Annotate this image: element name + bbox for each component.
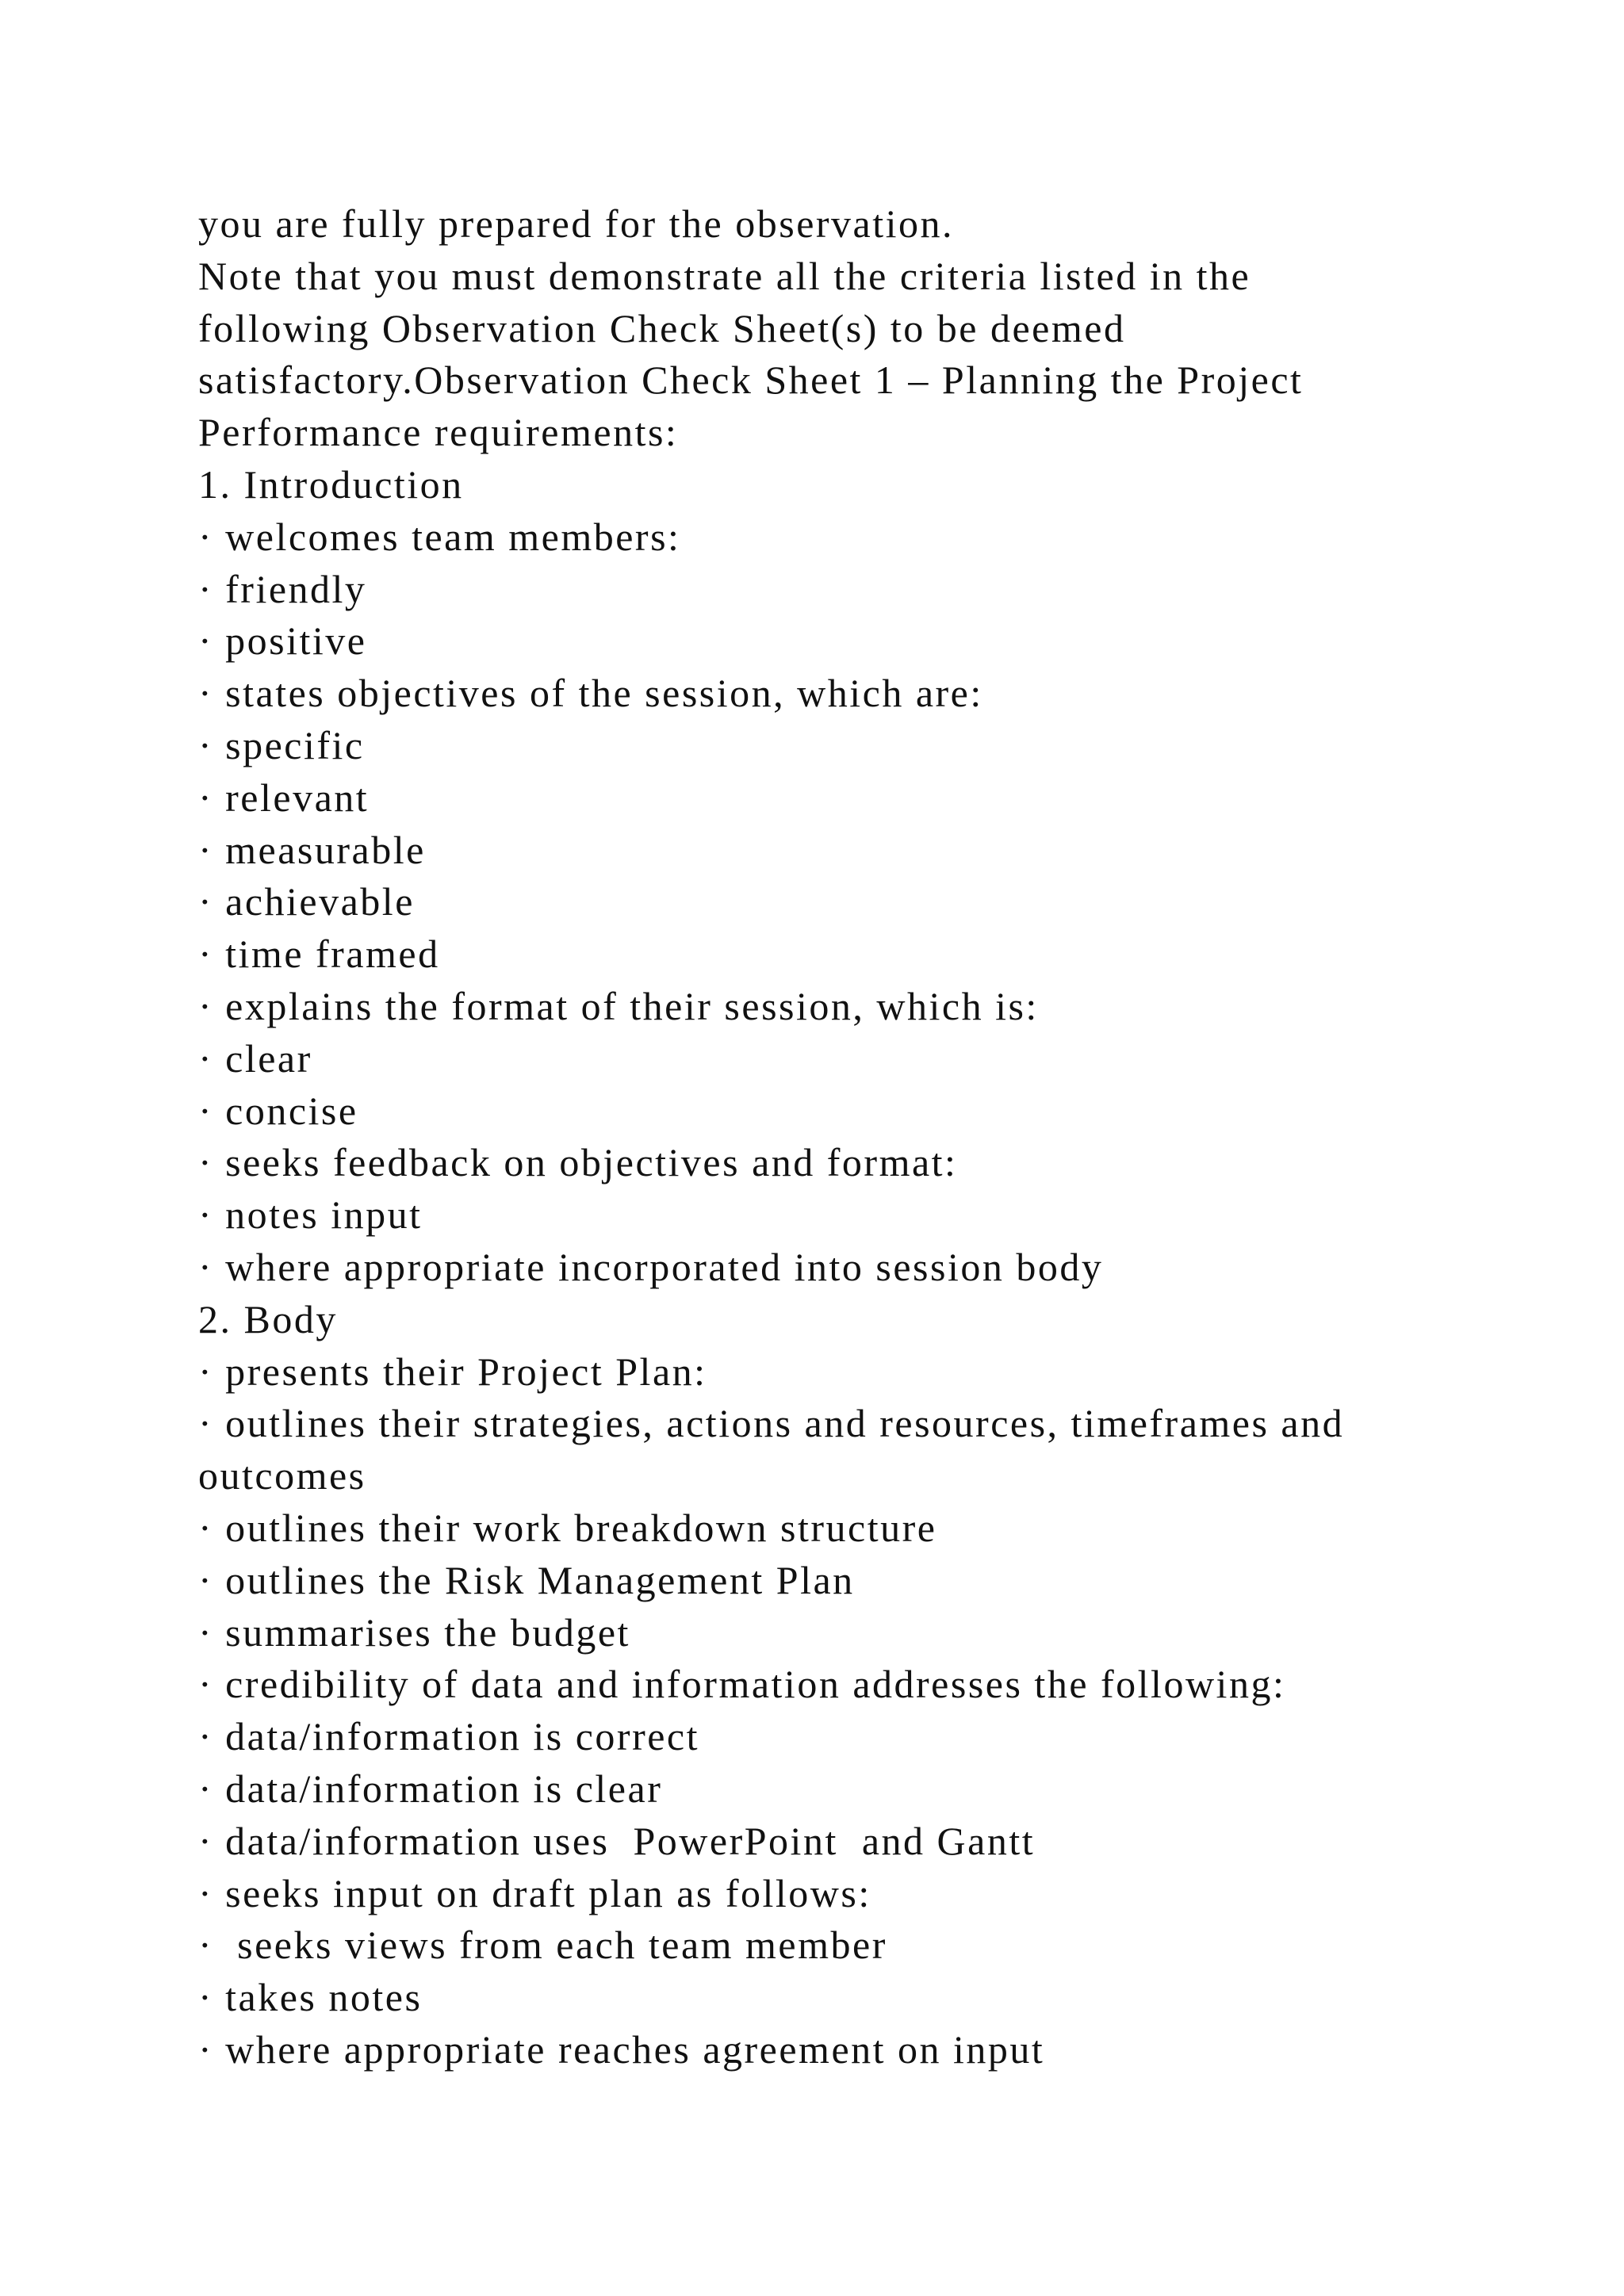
list-item: · data/information is correct	[198, 1714, 699, 1759]
list-item: · seeks input on draft plan as follows:	[198, 1870, 871, 1915]
text-line: following Observation Check Sheet(s) to be deemed	[198, 305, 1126, 350]
list-item: · data/information is clear	[198, 1766, 663, 1811]
list-item: · data/information uses PowerPoint and Gantt	[198, 1818, 1036, 1863]
document-body-text	[198, 198, 1467, 2076]
section-heading: 1. Introduction	[198, 461, 464, 507]
list-item: · relevant	[198, 775, 370, 820]
list-item: · where appropriate incorporated into session body	[198, 1244, 1104, 1289]
section-heading: 2. Body	[198, 1296, 338, 1341]
list-item: · notes input	[198, 1192, 423, 1238]
list-item: · credibility of data and information addresses the following:	[198, 1662, 1286, 1707]
text-line: Performance requirements:	[198, 410, 679, 455]
list-item: · summarises the budget	[198, 1609, 630, 1655]
text-line: outcomes	[198, 1453, 366, 1498]
list-item: · welcomes team members:	[198, 514, 681, 559]
list-item: · takes notes	[198, 1975, 423, 2020]
text-line: Note that you must demonstrate all the criteria listed in the	[198, 253, 1251, 298]
list-item: · achievable	[198, 879, 415, 924]
list-item: · measurable	[198, 827, 426, 872]
list-item: · where appropriate reaches agreement on input	[198, 2026, 1045, 2072]
list-item: · outlines their work breakdown structure	[198, 1505, 937, 1550]
list-item: · outlines the Risk Management Plan	[198, 1557, 855, 1602]
list-item: · seeks views from each team member	[198, 1923, 887, 1968]
list-item: · presents their Project Plan:	[198, 1349, 707, 1394]
list-item: · specific	[198, 722, 365, 767]
text-line: you are fully prepared for the observation.	[198, 201, 955, 246]
list-item: · seeks feedback on objectives and format:	[198, 1140, 958, 1185]
list-item: · positive	[198, 618, 367, 664]
list-item: · time framed	[198, 932, 440, 977]
list-item: · outlines their strategies, actions and resources, timeframes and	[198, 1401, 1345, 1446]
list-item: · explains the format of their session, which is:	[198, 983, 1039, 1028]
list-item: · states objectives of the session, which are:	[198, 671, 983, 716]
list-item: · concise	[198, 1088, 358, 1133]
text-line: satisfactory.Observation Check Sheet 1 – Planning the Project	[198, 358, 1304, 403]
list-item: · friendly	[198, 566, 367, 611]
list-item: · clear	[198, 1035, 312, 1081]
